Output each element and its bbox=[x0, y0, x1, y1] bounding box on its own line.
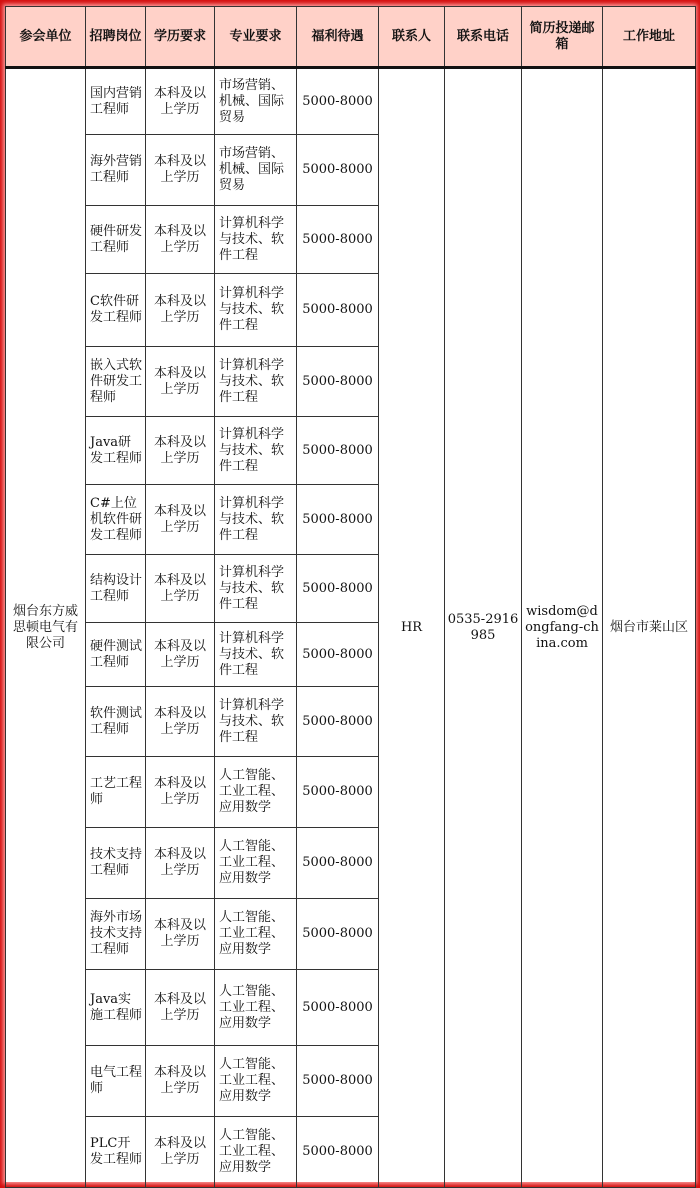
salary-cell: 5000-8000 bbox=[297, 555, 379, 623]
position-cell: 嵌入式软件研发工程师 bbox=[86, 347, 146, 417]
email-cell: wisdom@dongfang-china.com bbox=[522, 68, 603, 1188]
education-cell: 本科及以上学历 bbox=[146, 417, 215, 485]
major-cell: 计算机科学与技术、软件工程 bbox=[215, 347, 297, 417]
major-cell: 计算机科学与技术、软件工程 bbox=[215, 417, 297, 485]
position-cell: 硬件研发工程师 bbox=[86, 206, 146, 274]
header-phone: 联系电话 bbox=[445, 7, 522, 68]
position-cell: Java实施工程师 bbox=[86, 970, 146, 1046]
salary-cell: 5000-8000 bbox=[297, 68, 379, 135]
salary-cell: 5000-8000 bbox=[297, 485, 379, 555]
salary-cell: 5000-8000 bbox=[297, 135, 379, 206]
salary-cell: 5000-8000 bbox=[297, 206, 379, 274]
recruitment-sheet bbox=[5, 6, 695, 1182]
position-cell: 工艺工程师 bbox=[86, 757, 146, 828]
header-major: 专业要求 bbox=[215, 7, 297, 68]
education-cell: 本科及以上学历 bbox=[146, 970, 215, 1046]
education-cell: 本科及以上学历 bbox=[146, 555, 215, 623]
education-cell: 本科及以上学历 bbox=[146, 206, 215, 274]
position-cell: Java研发工程师 bbox=[86, 417, 146, 485]
education-cell: 本科及以上学历 bbox=[146, 687, 215, 757]
company-cell: 烟台东方威思顿电气有限公司 bbox=[6, 68, 86, 1188]
education-cell: 本科及以上学历 bbox=[146, 899, 215, 970]
major-cell: 计算机科学与技术、软件工程 bbox=[215, 274, 297, 347]
major-cell: 人工智能、工业工程、应用数学 bbox=[215, 970, 297, 1046]
major-cell: 计算机科学与技术、软件工程 bbox=[215, 555, 297, 623]
header-address: 工作地址 bbox=[603, 7, 696, 68]
table-row bbox=[6, 68, 696, 135]
major-cell: 计算机科学与技术、软件工程 bbox=[215, 623, 297, 687]
education-cell: 本科及以上学历 bbox=[146, 347, 215, 417]
salary-cell: 5000-8000 bbox=[297, 417, 379, 485]
table-body bbox=[6, 68, 696, 1188]
major-cell: 人工智能、工业工程、应用数学 bbox=[215, 828, 297, 899]
major-cell: 计算机科学与技术、软件工程 bbox=[215, 687, 297, 757]
major-cell: 人工智能、工业工程、应用数学 bbox=[215, 1117, 297, 1188]
major-cell: 市场营销、机械、国际贸易 bbox=[215, 68, 297, 135]
salary-cell: 5000-8000 bbox=[297, 757, 379, 828]
education-cell: 本科及以上学历 bbox=[146, 623, 215, 687]
salary-cell: 5000-8000 bbox=[297, 1046, 379, 1117]
position-cell: 海外营销工程师 bbox=[86, 135, 146, 206]
salary-cell: 5000-8000 bbox=[297, 623, 379, 687]
recruitment-table bbox=[5, 6, 696, 1188]
position-cell: PLC开发工程师 bbox=[86, 1117, 146, 1188]
major-cell: 计算机科学与技术、软件工程 bbox=[215, 485, 297, 555]
major-cell: 计算机科学与技术、软件工程 bbox=[215, 206, 297, 274]
salary-cell: 5000-8000 bbox=[297, 274, 379, 347]
position-cell: 电气工程师 bbox=[86, 1046, 146, 1117]
position-cell: 结构设计工程师 bbox=[86, 555, 146, 623]
header-position: 招聘岗位 bbox=[86, 7, 146, 68]
major-cell: 人工智能、工业工程、应用数学 bbox=[215, 1046, 297, 1117]
salary-cell: 5000-8000 bbox=[297, 828, 379, 899]
position-cell: 国内营销工程师 bbox=[86, 68, 146, 135]
header-salary: 福利待遇 bbox=[297, 7, 379, 68]
education-cell: 本科及以上学历 bbox=[146, 485, 215, 555]
phone-cell: 0535-2916985 bbox=[445, 68, 522, 1188]
salary-cell: 5000-8000 bbox=[297, 970, 379, 1046]
education-cell: 本科及以上学历 bbox=[146, 135, 215, 206]
education-cell: 本科及以上学历 bbox=[146, 1117, 215, 1188]
major-cell: 人工智能、工业工程、应用数学 bbox=[215, 899, 297, 970]
education-cell: 本科及以上学历 bbox=[146, 1046, 215, 1117]
salary-cell: 5000-8000 bbox=[297, 687, 379, 757]
major-cell: 市场营销、机械、国际贸易 bbox=[215, 135, 297, 206]
header-row bbox=[6, 7, 696, 68]
header-contact: 联系人 bbox=[379, 7, 445, 68]
header-company: 参会单位 bbox=[6, 7, 86, 68]
education-cell: 本科及以上学历 bbox=[146, 757, 215, 828]
major-cell: 人工智能、工业工程、应用数学 bbox=[215, 757, 297, 828]
position-cell: 技术支持工程师 bbox=[86, 828, 146, 899]
education-cell: 本科及以上学历 bbox=[146, 828, 215, 899]
contact-cell: HR bbox=[379, 68, 445, 1188]
position-cell: 硬件测试工程师 bbox=[86, 623, 146, 687]
salary-cell: 5000-8000 bbox=[297, 1117, 379, 1188]
position-cell: 海外市场技术支持工程师 bbox=[86, 899, 146, 970]
header-education: 学历要求 bbox=[146, 7, 215, 68]
position-cell: C软件研发工程师 bbox=[86, 274, 146, 347]
education-cell: 本科及以上学历 bbox=[146, 68, 215, 135]
salary-cell: 5000-8000 bbox=[297, 899, 379, 970]
table-header bbox=[6, 7, 696, 68]
position-cell: 软件测试工程师 bbox=[86, 687, 146, 757]
position-cell: C#上位机软件研发工程师 bbox=[86, 485, 146, 555]
address-cell: 烟台市莱山区 bbox=[603, 68, 696, 1188]
salary-cell: 5000-8000 bbox=[297, 347, 379, 417]
education-cell: 本科及以上学历 bbox=[146, 274, 215, 347]
header-email: 简历投递邮箱 bbox=[522, 7, 603, 68]
